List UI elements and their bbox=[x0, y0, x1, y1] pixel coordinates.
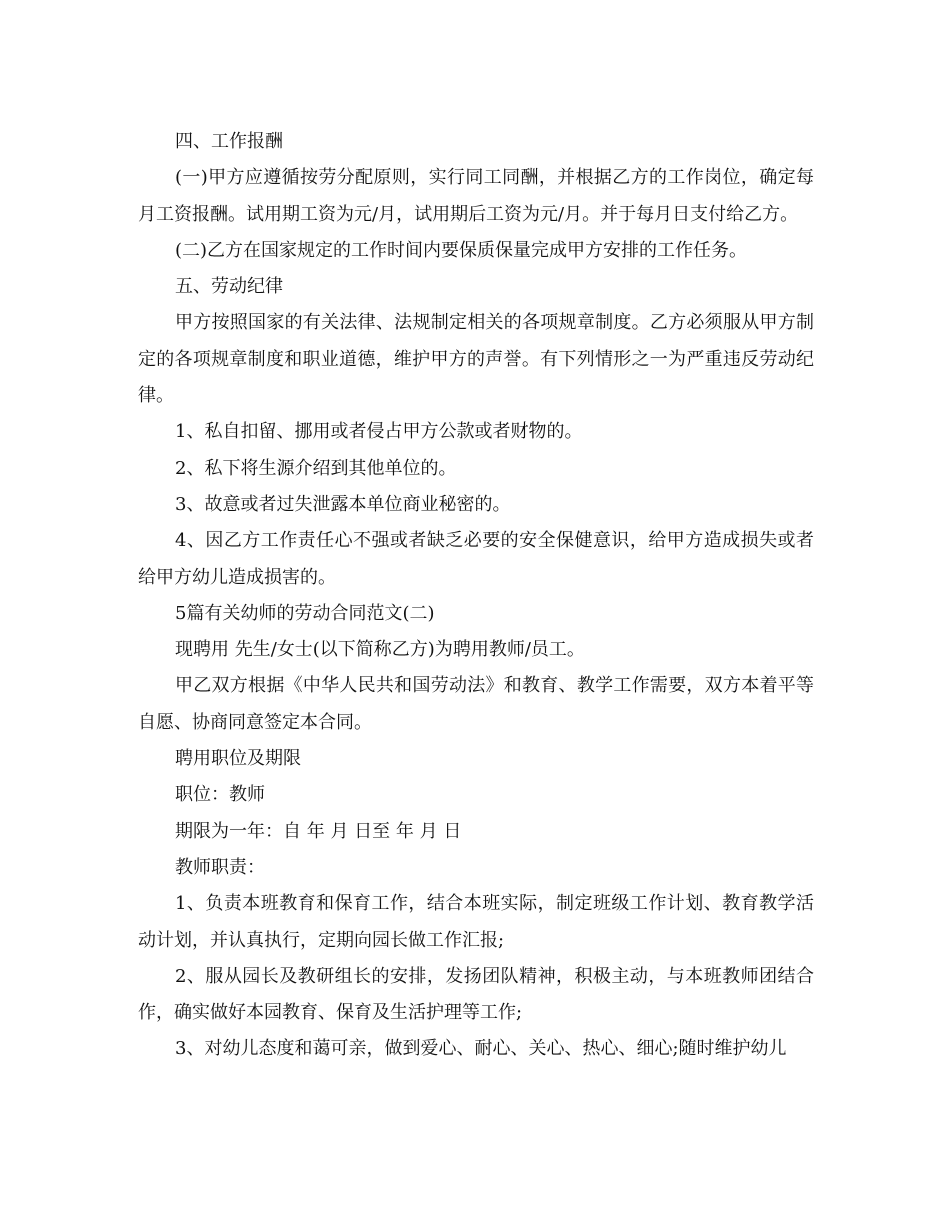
list-item-duty-2: 2、服从园长及教研组长的安排，发扬团队精神，积极主动，与本班教师团结合作，确实做好本园教育、保育及生活护理等工作; bbox=[138, 965, 814, 1024]
document-subtitle: 5篇有关幼师的劳动合同范文(二) bbox=[175, 602, 435, 624]
list-item-violation-3: 3、故意或者过失泄露本单位商业秘密的。 bbox=[175, 493, 511, 515]
paragraph-agreement: 甲乙双方根据《中华人民共和国劳动法》和教育、教学工作需要，双方本着平等自愿、协商同意签定本合同。 bbox=[138, 675, 814, 733]
list-item-violation-2: 2、私下将生源介绍到其他单位的。 bbox=[175, 457, 457, 479]
list-item-duty-1: 1、负责本班教育和保育工作，结合本班实际，制定班级工作计划、教育教学活动计划，并认真执行，定期向园长做工作汇报; bbox=[138, 893, 814, 951]
paragraph-hiring: 现聘用 先生/女士(以下简称乙方)为聘用教师/员工。 bbox=[175, 639, 585, 661]
section-heading-work-pay: 四、工作报酬 bbox=[175, 131, 283, 152]
section-heading-teacher-duties: 教师职责： bbox=[175, 856, 265, 878]
paragraph-term: 期限为一年：自 年 月 日至 年 月 日 bbox=[175, 820, 462, 842]
document-body bbox=[138, 124, 814, 1068]
list-item-violation-4: 4、因乙方工作责任心不强或者缺乏必要的安全保健意识，给甲方造成损失或者给甲方幼儿造成损害的。 bbox=[138, 530, 814, 588]
section-heading-position-term: 聘用职位及期限 bbox=[175, 748, 301, 770]
paragraph-rules: 甲方按照国家的有关法律、法规制定相关的各项规章制度。乙方必须服从甲方制定的各项规章制度和职业道德，维护甲方的声誉。有下列情形之一为严重违反劳动纪律。 bbox=[138, 312, 814, 407]
section-heading-labor-discipline: 五、劳动纪律 bbox=[175, 276, 283, 298]
list-item-violation-1: 1、私自扣留、挪用或者侵占甲方公款或者财物的。 bbox=[175, 421, 583, 443]
paragraph-work-task: (二)乙方在国家规定的工作时间内要保质保量完成甲方安排的工作任务。 bbox=[175, 239, 748, 261]
list-item-duty-3: 3、对幼儿态度和蔼可亲，做到爱心、耐心、关心、热心、细心;随时维护幼儿 bbox=[175, 1038, 787, 1060]
paragraph-position: 职位：教师 bbox=[175, 784, 265, 806]
paragraph-pay-principle: (一)甲方应遵循按劳分配原则，实行同工同酬，并根据乙方的工作岗位，确定每月工资报酬。试用期工资为元/月，试用期后工资为元/月。并于每月日支付给乙方。 bbox=[138, 167, 814, 225]
